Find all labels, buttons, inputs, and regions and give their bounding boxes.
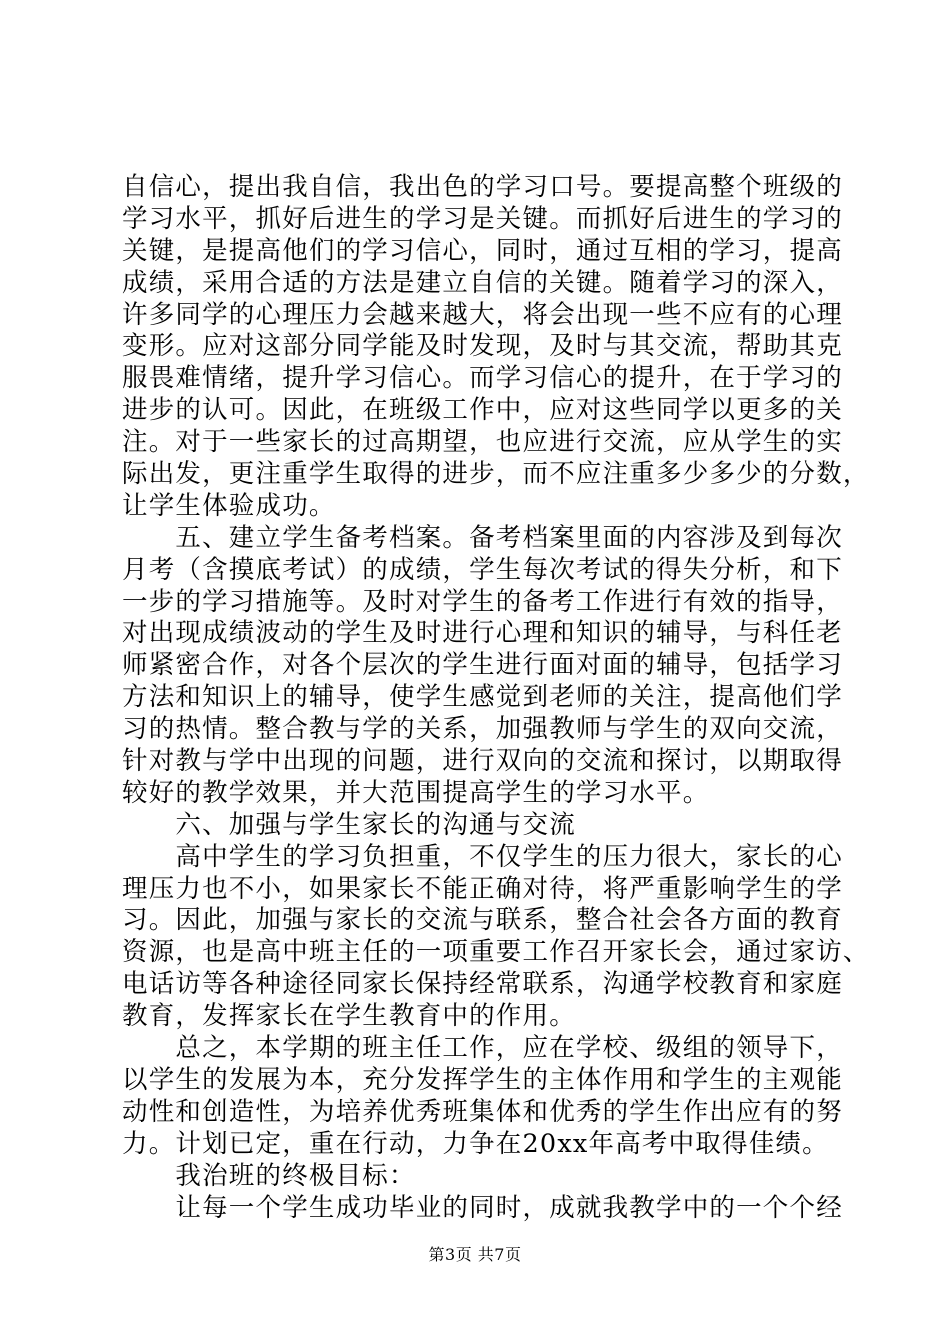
text-line: 一步的学习措施等。及时对学生的备考工作进行有效的指导， <box>122 586 843 617</box>
text-line: 学习水平，抓好后进生的学习是关键。而抓好后进生的学习的 <box>122 203 843 234</box>
text-line: 变形。应对这部分同学能及时发现，及时与其交流，帮助其克 <box>122 331 843 362</box>
text-line: 高中学生的学习负担重，不仅学生的压力很大，家长的心 <box>122 841 843 872</box>
text-line: 力。计划已定，重在行动，力争在20xx年高考中取得佳绩。 <box>122 1128 829 1159</box>
text-line: 自信心，提出我自信，我出色的学习口号。要提高整个班级的 <box>122 172 843 202</box>
text-line: 让学生体验成功。 <box>122 490 336 521</box>
text-line: 许多同学的心理压力会越来越大，将会出现一些不应有的心理 <box>122 299 843 330</box>
body-text <box>122 172 870 1224</box>
text-line: 五、建立学生备考档案。备考档案里面的内容涉及到每次 <box>122 522 843 553</box>
text-line: 服畏难情绪，提升学习信心。而学习信心的提升，在于学习的 <box>122 363 843 394</box>
text-line: 际出发，更注重学生取得的进步，而不应注重多少多少的分数， <box>122 459 870 490</box>
text-line: 以学生的发展为本，充分发挥学生的主体作用和学生的主观能 <box>122 1064 843 1095</box>
text-line: 六、加强与学生家长的沟通与交流 <box>122 809 576 840</box>
text-line: 资源，也是高中班主任的一项重要工作召开家长会，通过家访、 <box>122 937 870 968</box>
text-line: 让每一个学生成功毕业的同时，成就我教学中的一个个经 <box>122 1192 843 1223</box>
text-line: 关键，是提高他们的学习信心，同时，通过互相的学习，提高 <box>122 235 843 266</box>
text-line: 电话访等各种途径同家长保持经常联系，沟通学校教育和家庭 <box>122 969 843 1000</box>
text-line: 方法和知识上的辅导，使学生感觉到老师的关注，提高他们学 <box>122 682 843 713</box>
text-line: 理压力也不小，如果家长不能正确对待，将严重影响学生的学 <box>122 873 843 904</box>
text-line: 习。因此，加强与家长的交流与联系，整合社会各方面的教育 <box>122 905 843 936</box>
text-line: 教育，发挥家长在学生教育中的作用。 <box>122 1001 576 1032</box>
text-line: 师紧密合作，对各个层次的学生进行面对面的辅导，包括学习 <box>122 650 843 681</box>
text-line: 成绩，采用合适的方法是建立自信的关键。随着学习的深入， <box>122 267 843 298</box>
text-line: 总之，本学期的班主任工作，应在学校、级组的领导下， <box>122 1033 843 1064</box>
text-line: 较好的教学效果，并大范围提高学生的学习水平。 <box>122 777 710 808</box>
text-line: 我治班的终极目标： <box>122 1160 416 1191</box>
text-line: 动性和创造性，为培养优秀班集体和优秀的学生作出应有的努 <box>122 1096 843 1127</box>
text-line: 进步的认可。因此，在班级工作中，应对这些同学以更多的关 <box>122 395 843 426</box>
text-line: 对出现成绩波动的学生及时进行心理和知识的辅导，与科任老 <box>122 618 843 649</box>
text-line: 习的热情。整合教与学的关系，加强教师与学生的双向交流， <box>122 714 843 745</box>
text-line: 月考（含摸底考试）的成绩，学生每次考试的得失分析，和下 <box>122 554 843 585</box>
page-footer: 第3页 共7页 <box>428 1245 522 1264</box>
text-line: 注。对于一些家长的过高期望，也应进行交流，应从学生的实 <box>122 427 843 458</box>
text-line: 针对教与学中出现的问题，进行双向的交流和探讨，以期取得 <box>122 746 843 777</box>
